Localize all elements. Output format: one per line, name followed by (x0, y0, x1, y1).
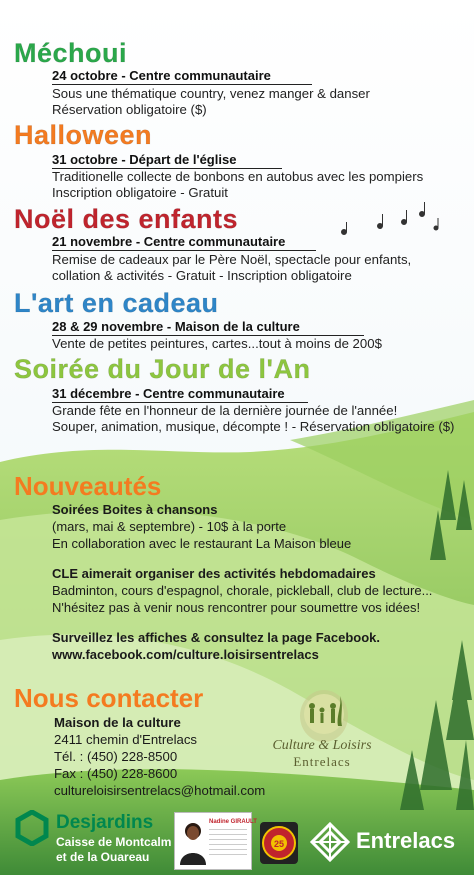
entrelacs-name: Entrelacs (356, 828, 456, 853)
event-description: Vente de petites peintures, cartes...tout à moins de 200$ (52, 336, 382, 351)
event-title: L'art en cadeau (14, 288, 219, 318)
section-title-nouveautes: Nouveautés (14, 471, 162, 501)
news-heading: CLE aimerait organiser des activités hebdomadaires (52, 566, 376, 581)
desjardins-name: Desjardins (56, 812, 154, 833)
divider (52, 84, 312, 85)
contact-place: Maison de la culture (54, 715, 181, 730)
svg-text:25: 25 (273, 839, 285, 849)
event-description: Remise de cadeaux par le Père Noël, spectacle pour enfants, (52, 252, 412, 267)
culture-loisirs-subtext: Entrelacs (293, 754, 351, 769)
event-title: Méchoui (14, 38, 128, 68)
event-description: Traditionelle collecte de bonbons en autobus avec les pompiers (52, 169, 424, 184)
event-title: Noël des enfants (14, 204, 239, 234)
news-text: N'hésitez pas à venir nous rencontrer pour soumettre vos idées! (52, 600, 421, 615)
entrelacs-knot-icon (310, 822, 350, 862)
desjardins-branch: Caisse de Montcalm (56, 835, 172, 849)
news-heading: Soirées Boites à chansons (52, 502, 218, 517)
event-title: Halloween (14, 120, 153, 150)
news-text: Badminton, cours d'espagnol, chorale, pickleball, club de lecture... (52, 583, 433, 598)
event-description: Sous une thématique country, venez manger & danser (52, 86, 370, 101)
agent-photo-icon (178, 819, 208, 865)
event-date: 24 octobre - Centre communautaire (52, 68, 271, 83)
event-date: 31 décembre - Centre communautaire (52, 386, 285, 401)
news-text: En collaboration avec le restaurant La Maison bleue (52, 536, 352, 551)
facebook-notice: Surveillez les affiches & consultez la page Facebook. (52, 630, 381, 645)
desjardins-branch: et de la Ouareau (56, 850, 150, 864)
event-date: 21 novembre - Centre communautaire (52, 234, 286, 249)
contact-email[interactable]: cultureloisirsentrelacs@hotmail.com (54, 783, 266, 798)
event-date: 31 octobre - Départ de l'église (52, 152, 237, 167)
contact-address: 2411 chemin d'Entrelacs (54, 732, 198, 747)
contact-fax: Fax : (450) 228-8600 (54, 766, 178, 781)
desjardins-hexagon-icon (14, 810, 50, 846)
culture-loisirs-logo (262, 686, 382, 772)
agent-card (174, 812, 257, 870)
culture-loisirs-text: Culture & Loisirs (272, 738, 372, 753)
agent-name: Nadine GIRAULT (209, 819, 257, 825)
agent-card-lines (209, 829, 247, 859)
contact-phone: Tél. : (450) 228-8500 (54, 749, 178, 764)
fire-department-badge-icon (258, 820, 300, 866)
event-description: Souper, animation, musique, décompte ! - Réservation obligatoire ($) (52, 419, 455, 434)
facebook-link[interactable]: www.facebook.com/culture.loisirsentrelacs (52, 647, 319, 662)
event-date: 28 & 29 novembre - Maison de la culture (52, 319, 300, 334)
event-description: collation & activités - Gratuit - Inscription obligatoire (52, 268, 352, 283)
event-title: Soirée du Jour de l'An (14, 354, 311, 384)
divider (52, 250, 316, 251)
section-title-contact: Nous contacter (14, 683, 204, 713)
event-description: Réservation obligatoire ($) (52, 102, 207, 117)
event-description: Grande fête en l'honneur de la dernière journée de l'année! (52, 403, 398, 418)
news-text: (mars, mai & septembre) - 10$ à la porte (52, 519, 287, 534)
event-description: Inscription obligatoire - Gratuit (52, 185, 228, 200)
